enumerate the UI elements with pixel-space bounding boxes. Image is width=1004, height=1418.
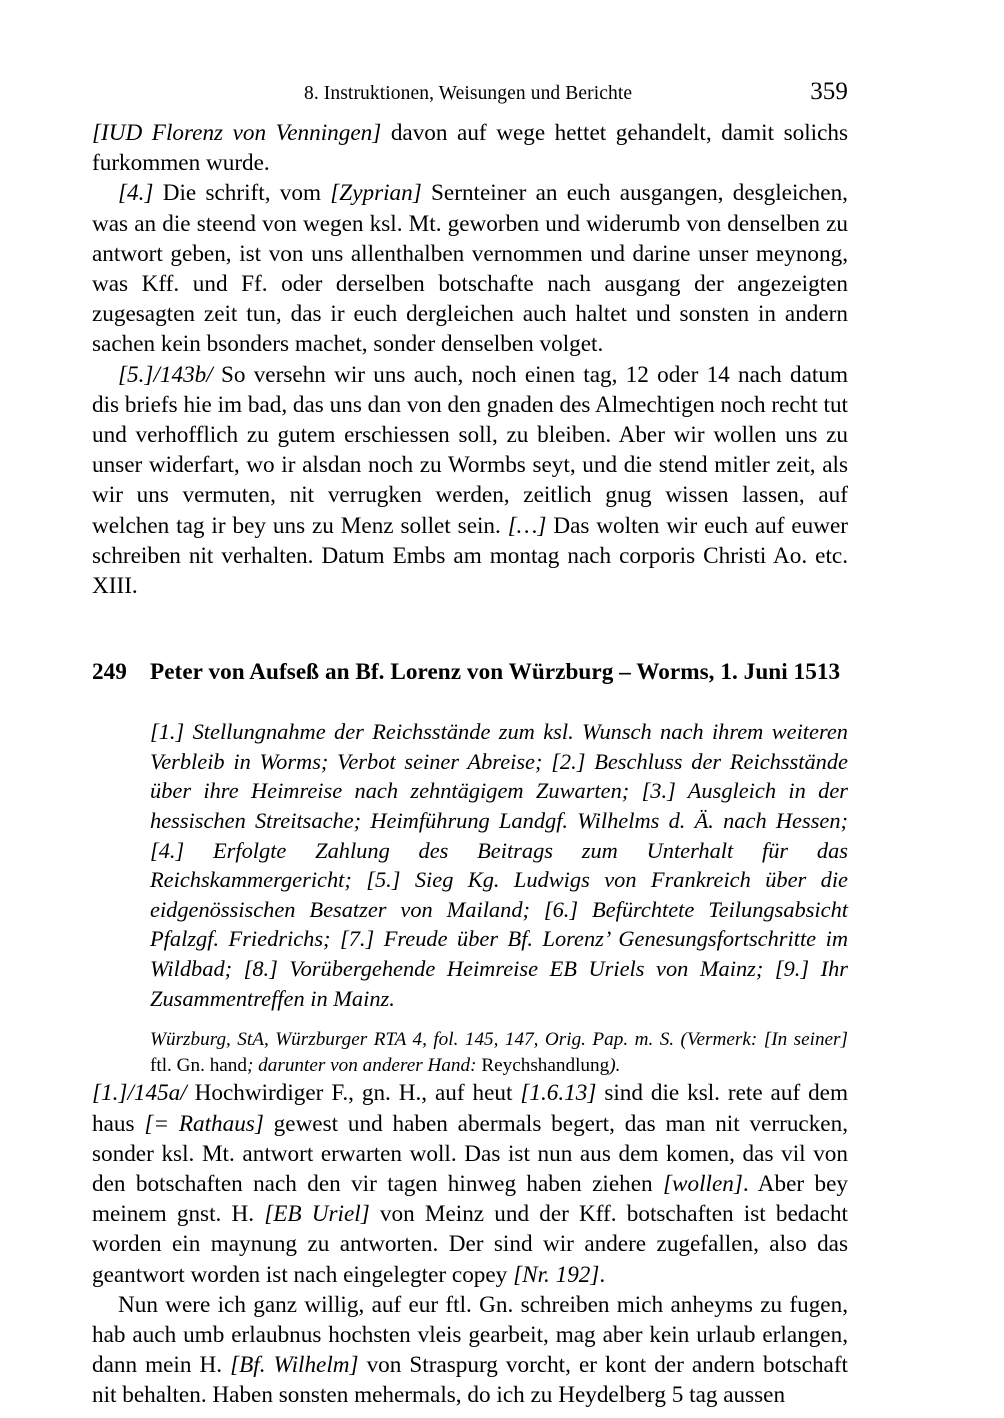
paragraph-5-text-1: So versehn wir uns auch, noch einen tag, 12 oder 14 nach datum dis briefs hie im bad, das uns dan von den gnaden des Almechtigen noch recht tut und verhofflich zu gutem erschiessen soll, zu bleiben. Aber wir wollen uns zu unser widerfart, wo ir alsdan noch zu Wormbs seyt, und die stend mitler zeit, als wir uns vermuten, nit verrugken werden, zeitlich gnug wissen lassen, auf welchen tag ir bey uns zu Menz sollet sein. bbox=[92, 361, 848, 539]
running-header bbox=[92, 78, 848, 106]
person-gloss-venningen: [IUD Florenz von Venningen] bbox=[92, 120, 382, 146]
paragraph-4-text-1: Die schrift, vom bbox=[153, 180, 331, 207]
source-part-4: Reychshandlung bbox=[481, 1054, 610, 1076]
paragraph-4-text-2: Sernteiner an euch ausgangen, desgleichen, was an die steend von wegen ksl. Mt. geworben und widerumb von denselben zu antwort geben, ist von uns allenthalben vernommen und darine unser meynong, was Kff. und Ff. oder derselben botschafte nach ausgang der angezeigten zugesagten zeit tun, das ir euch dergleichen auch haltet und sonsten in andern sachen kein bsonders machet, sonder denselben volget. bbox=[92, 180, 848, 358]
gloss-rathaus: [= Rathaus] bbox=[144, 1110, 264, 1137]
letter-p1-text-6: . bbox=[599, 1261, 606, 1288]
source-part-3: ; darunter von anderer Hand: bbox=[247, 1054, 482, 1076]
regest-summary: [1.] Stellungnahme der Reichsstände zum ksl. Wunsch nach ihrem weiteren Verbleib in Worms; Verbot seiner Abreise; [2.] Beschluss der Reichsstände über ihre Heimreise nach zehntägigem Zuwarten; [3.] Ausgleich in der hessischen Streitsache; Heimführung Landgf. Wilhelms d. Ä. nach Hessen; [4.] Erfolgte Zahlung des Beitrags zum Unterhalt für das Reichskammergericht; [5.] Sieg Kg. Ludwigs von Frankreich über die eidgenössischen Besatzer von Mailand; [6.] Befürchtete Teilungsabsicht Pfalzgf. Friedrichs; [7.] Freude über Bf. Lorenz’ Genesungsfortschritte im Wildbad; [8.] Vorübergehende Heimreise EB Uriels von Mainz; [9.] Ihr Zusammentreffen in Mainz. bbox=[150, 719, 848, 1011]
gloss-bf-wilhelm: [Bf. Wilhelm] bbox=[230, 1352, 359, 1379]
letter-paragraph-1 bbox=[92, 1078, 848, 1289]
source-part-1: Würzburg, StA, Würzburger RTA 4, fol. 145, 147, Orig. Pap. m. S. (Vermerk: [In seiner] bbox=[150, 1029, 848, 1051]
section-title: Peter von Aufseß an Bf. Lorenz von Würzburg – Worms, 1. Juni 1513 bbox=[150, 659, 841, 686]
paragraph-marker-5: [5.] bbox=[118, 361, 154, 388]
folio-marker-145a: /145a/ bbox=[127, 1080, 187, 1107]
paragraph-5 bbox=[92, 360, 848, 602]
paragraph-continued-text: davon auf wege hettet gehandelt, damit solichs furkommen wurde. bbox=[92, 120, 848, 177]
folio-marker-143b: /143b/ bbox=[153, 361, 213, 388]
letter-p2-text-2: von Straspurg vorcht, er kont der andern botschaft nit behalten. Haben sonsten mehermals, do ich zu Heydelberg 5 tag aussen bbox=[92, 1352, 849, 1409]
source-part-5: ). bbox=[609, 1054, 621, 1076]
text-block bbox=[92, 118, 848, 1411]
letter-paragraph-2 bbox=[92, 1290, 848, 1411]
letter-p2-text-1: Nun were ich ganz willig, auf eur ftl. Gn. schreiben mich anheyms zu fugen, hab auch umb erlaubnus hochsten vleis gearbeit, mag aber kein urlaub erlangen, dann mein H. bbox=[92, 1291, 848, 1379]
letter-p1-text-2: sind die ksl. rete auf dem haus bbox=[92, 1080, 848, 1137]
letter-p1-text-5: von Meinz und der Kff. botschaften ist bedacht worden ein maynung zu antworten. Der sind wir andere zugefallen, also das geantwort worden ist nach eingelegter copey bbox=[92, 1201, 848, 1288]
running-header-title: 8. Instruktionen, Weisungen und Berichte bbox=[304, 83, 633, 104]
paragraph-5-text-2: Das wolten wir euch auf euwer schreiben nit verhalten. Datum Embs am montag nach corporis Christi Ao. etc. XIII. bbox=[92, 512, 848, 600]
gloss-eb-uriel: [EB Uriel] bbox=[264, 1201, 370, 1228]
cross-reference-nr-192: [Nr. 192] bbox=[513, 1261, 600, 1288]
archival-source-line bbox=[150, 1027, 848, 1078]
ellipsis-marker: […] bbox=[507, 512, 547, 539]
letter-p1-text-1: Hochwirdiger F., gn. H., auf heut bbox=[186, 1080, 521, 1107]
source-part-2: ftl. Gn. hand bbox=[150, 1054, 247, 1076]
paragraph-marker-4: [4.] bbox=[118, 180, 154, 207]
paragraph-4 bbox=[92, 178, 848, 359]
person-gloss-zyprian: [Zyprian] bbox=[330, 180, 422, 207]
paragraph-continued bbox=[92, 118, 848, 178]
paragraph-marker-1: [1.] bbox=[92, 1080, 128, 1107]
gloss-wollen: [wollen] bbox=[663, 1170, 743, 1197]
page-number: 359 bbox=[810, 78, 848, 105]
section-number: 249 bbox=[92, 659, 127, 686]
section-heading bbox=[92, 657, 848, 687]
date-gloss: [1.6.13] bbox=[520, 1080, 597, 1107]
letter-p1-text-3: gewest und haben abermals begert, das man nit verrucken, sonder ksl. Mt. antwort erwarten woll. Das ist nun aus dem komen, das vil von den botschaften nach den vir tagen hinweg haben ziehen bbox=[92, 1110, 848, 1197]
letter-p1-text-4: . Aber bey meinem gnst. H. bbox=[92, 1170, 848, 1228]
